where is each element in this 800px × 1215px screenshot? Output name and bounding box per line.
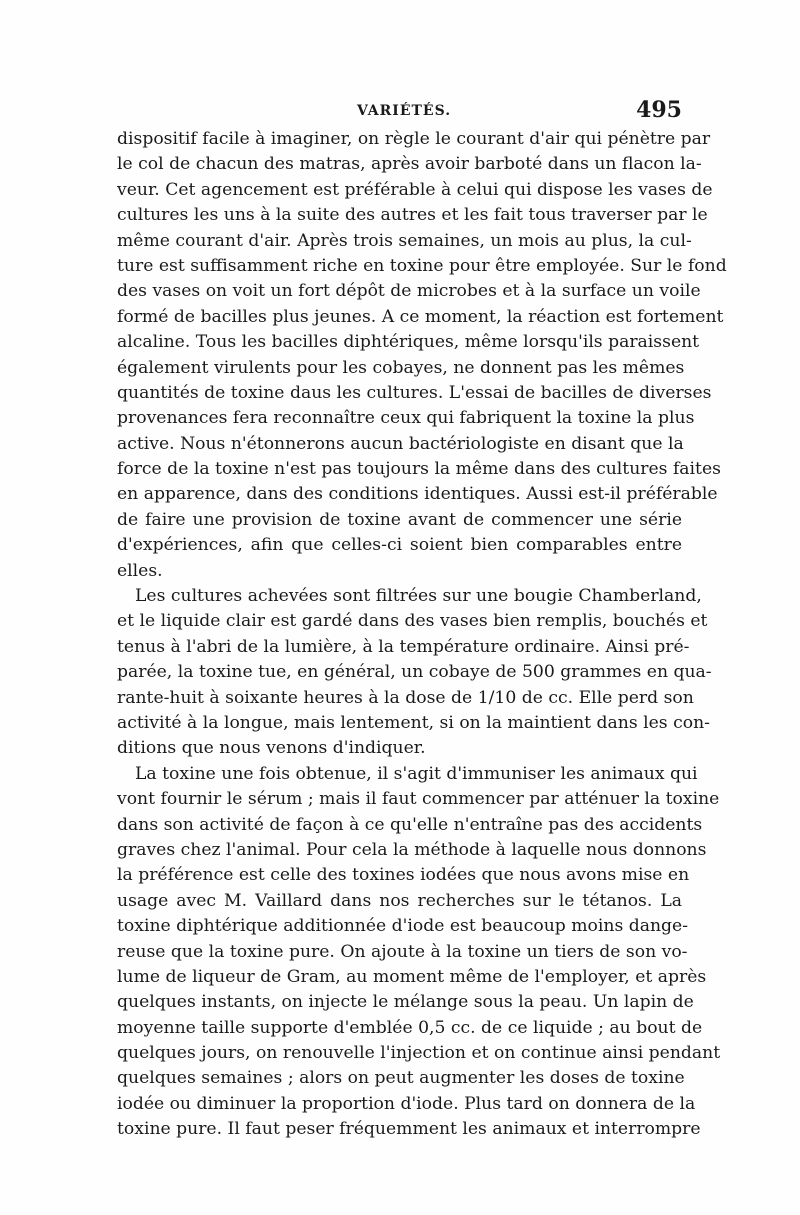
text-line: en apparence, dans des conditions identiques. Aussi est-il préférable (117, 484, 718, 505)
text-line: cultures les uns à la suite des autres et les fait tous traverser par le (117, 205, 708, 226)
text-line: ture est suffisamment riche en toxine pour être employée. Sur le fond (117, 255, 727, 276)
text-line: des vases on voit un fort dépôt de microbes et à la surface un voile (117, 281, 701, 302)
text-line: active. Nous n'étonnerons aucun bactériologiste en disant que la (117, 433, 684, 454)
text-line: quelques jours, on renouvelle l'injection et on continue ainsi pendant (117, 1043, 721, 1064)
text-line: dispositif facile à imaginer, on règle le courant d'air qui pénètre par (117, 129, 711, 149)
text-line: la préférence est celle des toxines iodées que nous avons mise en (117, 865, 690, 886)
text-line: iodée ou diminuer la proportion d'iode. Plus tard on donnera de la (117, 1093, 696, 1114)
text-line: quelques instants, on injecte le mélange sous la peau. Un lapin de (117, 992, 694, 1013)
text-line: rante-huit à soixante heures à la dose de 1/10 de cc. Elle perd son (117, 687, 694, 708)
text-line: le col de chacun des matras, après avoir barboté dans un flacon la- (117, 154, 702, 175)
text-line: quantités de toxine daus les cultures. L'essai de bacilles de diverses (117, 382, 712, 403)
text-line: d'expériences, afin que celles-ci soient bien comparables entre (117, 535, 682, 556)
text-line: lume de liqueur de Gram, au moment même de l'employer, et après (117, 966, 707, 987)
text-line: activité à la longue, mais lentement, si on la maintient dans les con- (117, 712, 710, 733)
text-line: parée, la toxine tue, en général, un cobaye de 500 grammes en qua- (117, 662, 712, 683)
text-line: tenus à l'abri de la lumière, à la température ordinaire. Ainsi pré- (117, 636, 690, 657)
running-title: VARIÉTÉS. (357, 103, 452, 119)
text-line: force de la toxine n'est pas toujours la même dans des cultures faites (117, 459, 721, 480)
text-line: elles. (117, 560, 163, 581)
text-line: usage avec M. Vaillard dans nos recherches sur le tétanos. La (117, 890, 682, 911)
text-line: ditions que nous venons d'indiquer. (117, 738, 426, 759)
text-line: moyenne taille supporte d'emblée 0,5 cc. de ce liquide ; au bout de (117, 1017, 703, 1038)
text-line: et le liquide clair est gardé dans des vases bien remplis, bouchés et (117, 611, 708, 632)
text-line: La toxine une fois obtenue, il s'agit d'immuniser les animaux qui (135, 763, 698, 784)
text-line: Les cultures achevées sont filtrées sur une bougie Chamberland, (135, 586, 702, 607)
text-line: toxine diphtérique additionnée d'iode est beaucoup moins dange- (117, 916, 689, 937)
text-line: toxine pure. Il faut peser fréquemment les animaux et interrompre (117, 1119, 701, 1140)
body-text (117, 127, 727, 1143)
text-line: de faire une provision de toxine avant de commencer une série (117, 509, 682, 530)
text-line: formé de bacilles plus jeunes. A ce moment, la réaction est fortement (117, 306, 724, 327)
text-line: provenances fera reconnaître ceux qui fabriquent la toxine la plus (117, 408, 695, 429)
text-line: également virulents pour les cobayes, ne donnent pas les mêmes (117, 357, 685, 378)
text-line: vont fournir le sérum ; mais il faut commencer par atténuer la toxine (117, 789, 720, 810)
page-header (117, 97, 682, 127)
page-number: 495 (636, 97, 682, 123)
text-line: veur. Cet agencement est préférable à celui qui dispose les vases de (117, 179, 713, 200)
text-line: reuse que la toxine pure. On ajoute à la toxine un tiers de son vo- (117, 941, 688, 962)
text-line: quelques semaines ; alors on peut augmenter les doses de toxine (117, 1068, 685, 1089)
text-line: même courant d'air. Après trois semaines, un mois au plus, la cul- (117, 230, 692, 251)
text-line: graves chez l'animal. Pour cela la méthode à laquelle nous donnons (117, 839, 707, 860)
text-line: alcaline. Tous les bacilles diphtériques, même lorsqu'ils paraissent (117, 332, 700, 353)
text-line: dans son activité de façon à ce qu'elle n'entraîne pas des accidents (117, 814, 703, 835)
